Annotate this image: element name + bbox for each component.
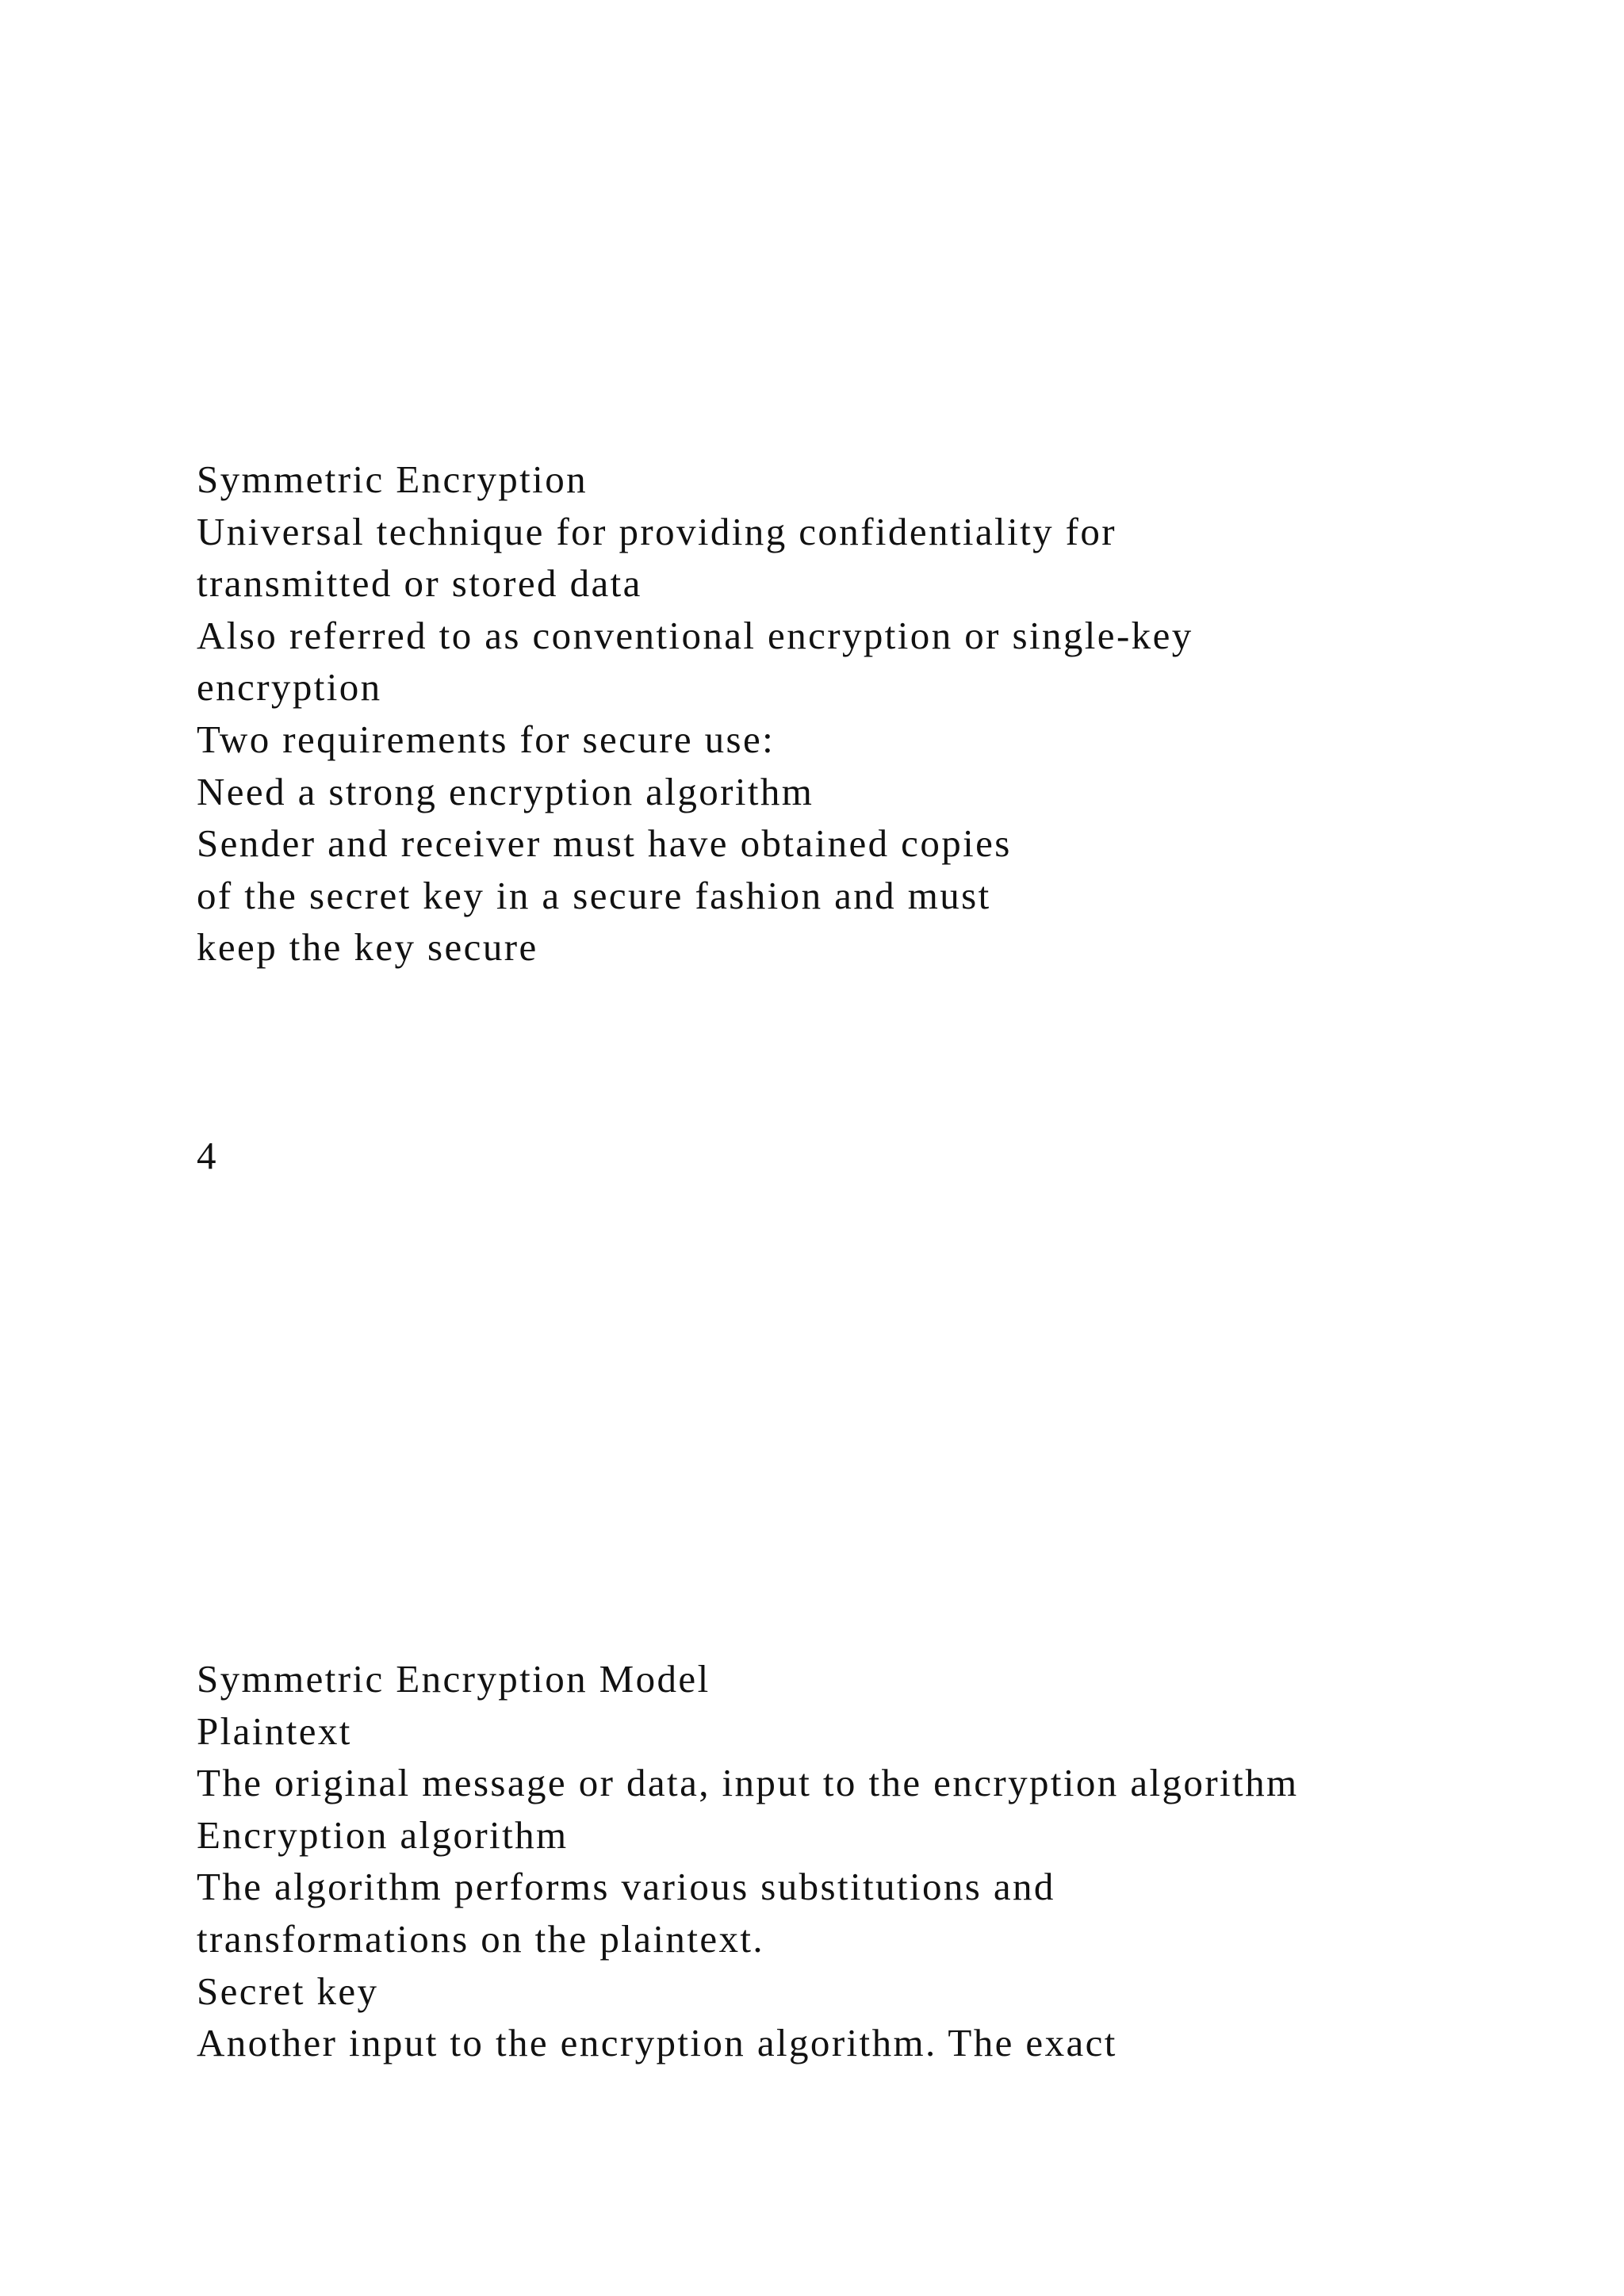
text-line: Universal technique for providing confidentiality for <box>197 509 1116 553</box>
text-line: transformations on the plaintext. <box>197 1916 765 1961</box>
text-line: encryption <box>197 665 382 710</box>
slide-number: 4 <box>197 1134 218 1177</box>
text-line: Secret key <box>197 1969 379 2013</box>
text-line: Also referred to as conventional encryption or single-key <box>197 613 1193 657</box>
section-heading: Symmetric Encryption Model <box>197 1657 710 1701</box>
symmetric-encryption-section <box>197 453 1193 974</box>
symmetric-encryption-model-section <box>197 1653 1298 2069</box>
text-line: transmitted or stored data <box>197 561 642 606</box>
text-line: The original message or data, input to the encryption algorithm <box>197 1761 1299 1805</box>
text-line: Plaintext <box>197 1709 352 1753</box>
section-heading: Symmetric Encryption <box>197 457 588 501</box>
text-line: of the secret key in a secure fashion and must <box>197 873 991 917</box>
text-line: Sender and receiver must have obtained copies <box>197 821 1012 866</box>
slide-number-section <box>197 1130 218 1182</box>
text-line: The algorithm performs various substitutions and <box>197 1865 1055 1909</box>
text-line: Another input to the encryption algorithm. The exact <box>197 2021 1117 2065</box>
text-line: Need a strong encryption algorithm <box>197 769 814 813</box>
text-line: Encryption algorithm <box>197 1812 569 1857</box>
text-line: keep the key secure <box>197 925 538 970</box>
text-line: Two requirements for secure use: <box>197 717 776 761</box>
